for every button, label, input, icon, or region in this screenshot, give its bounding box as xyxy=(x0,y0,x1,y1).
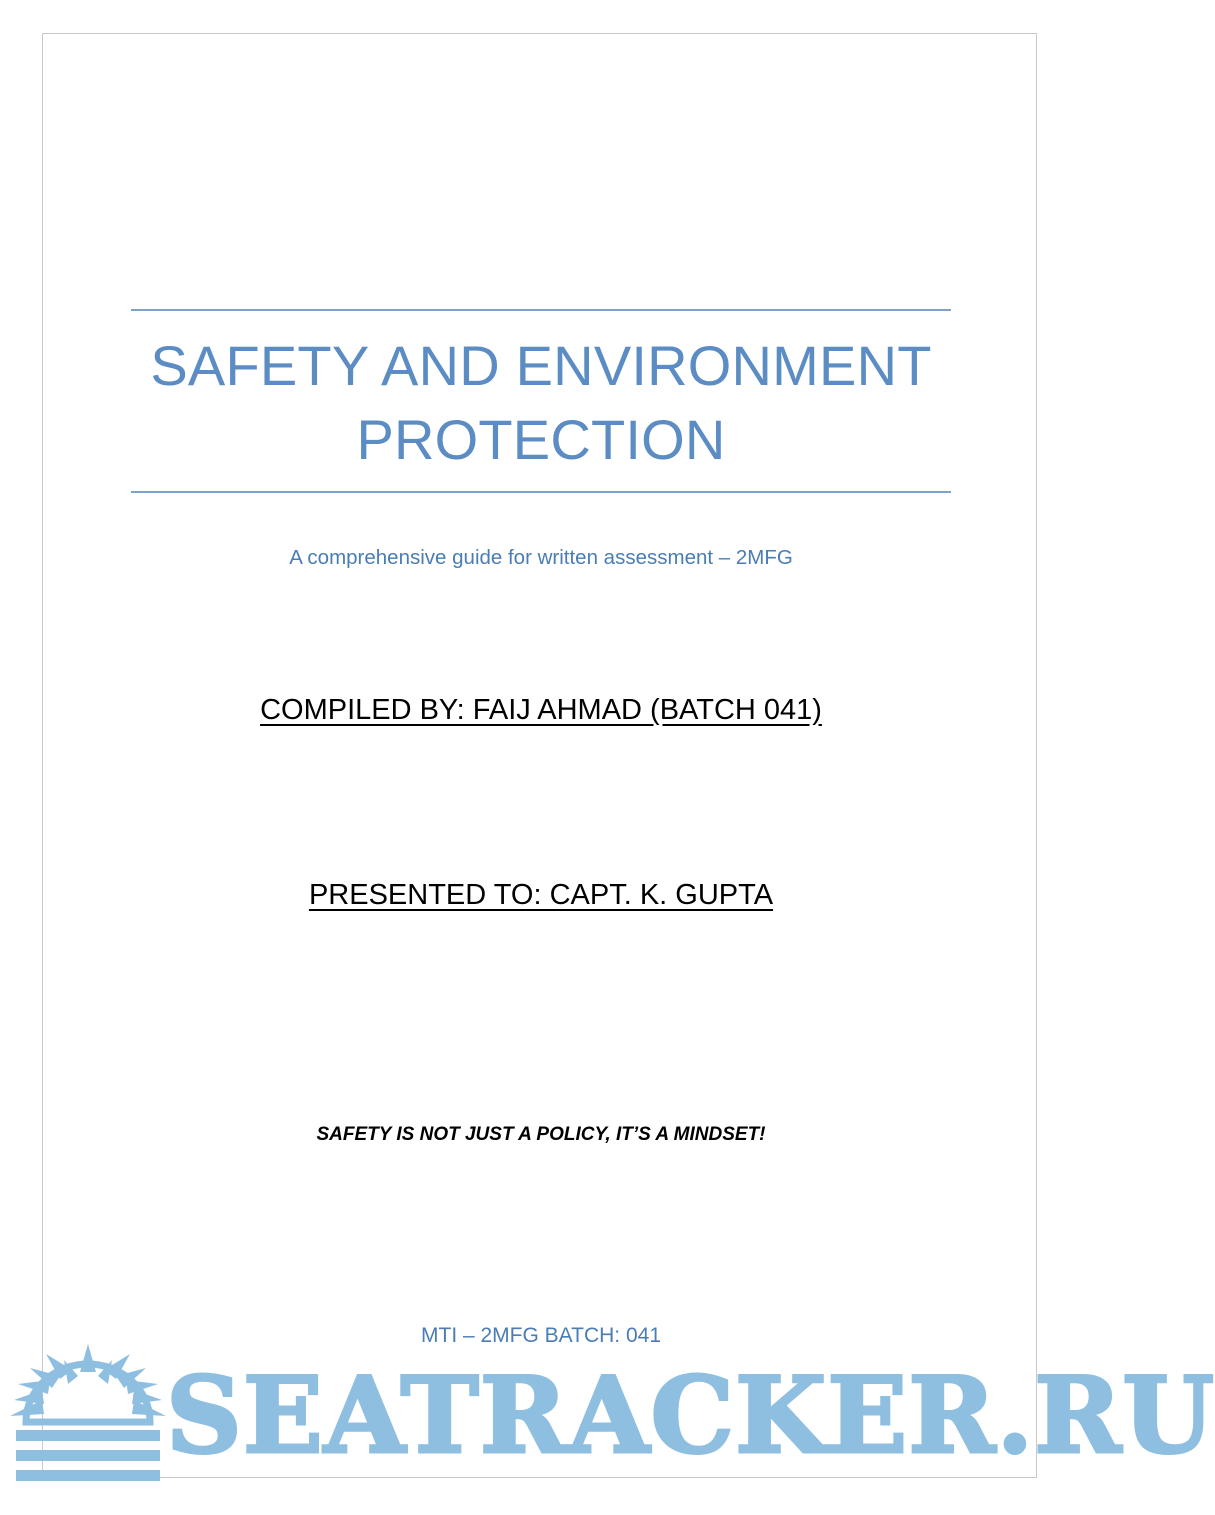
footer-batch-line: MTI – 2MFG BATCH: 041 xyxy=(421,1324,661,1347)
document-sheet xyxy=(42,33,1037,1478)
document-subtitle: A comprehensive guide for written assessment – 2MFG xyxy=(289,546,793,569)
title-block xyxy=(131,309,951,493)
presented-to-line: PRESENTED TO: CAPT. K. GUPTA xyxy=(308,879,774,911)
compiled-by-line: COMPILED BY: FAIJ AHMAD (BATCH 041) xyxy=(260,694,822,726)
page-title: SAFETY AND ENVIRONMENT PROTECTION xyxy=(150,334,932,471)
title-rule-bottom xyxy=(131,491,951,493)
tagline-text: SAFETY IS NOT JUST A POLICY, IT’S A MINDSET! xyxy=(316,1124,766,1145)
